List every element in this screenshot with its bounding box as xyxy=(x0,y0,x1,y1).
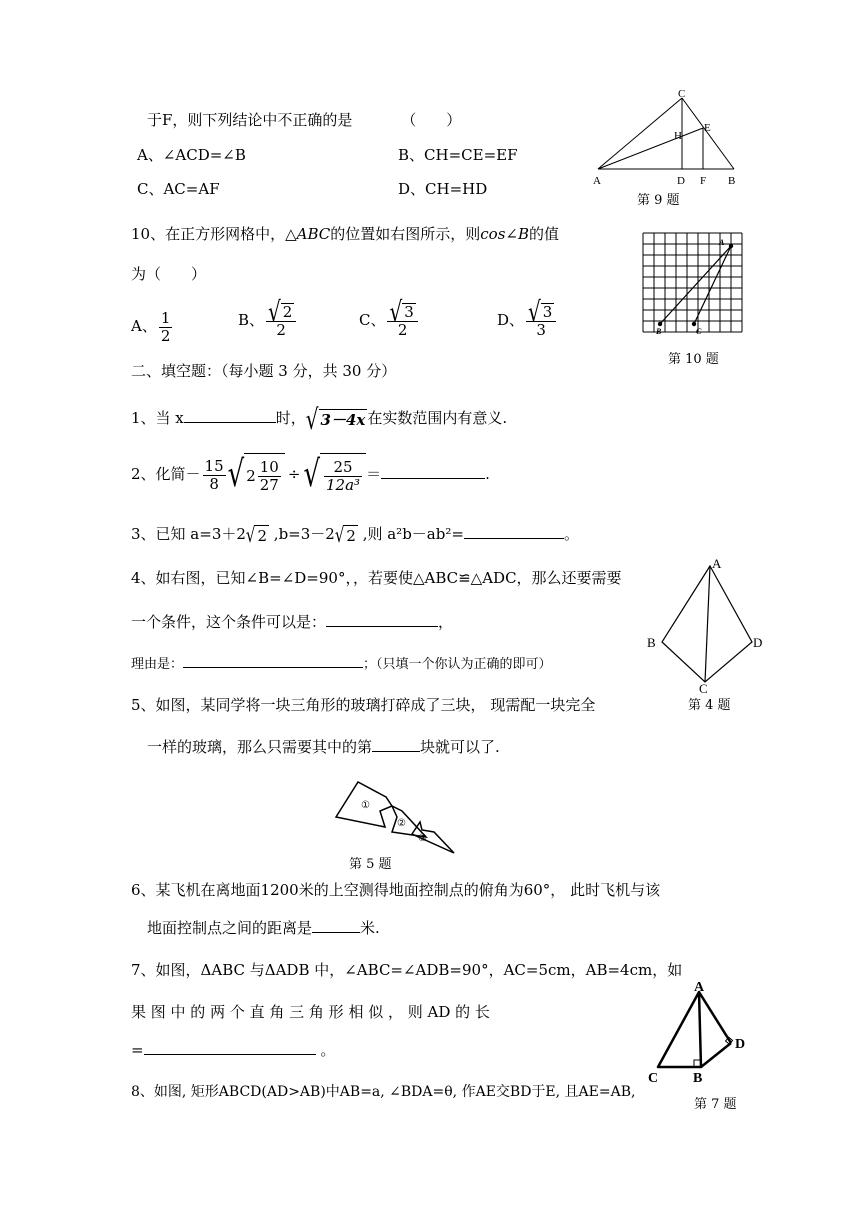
answer-blank[interactable] xyxy=(144,1040,316,1055)
q10-label-a: A xyxy=(719,238,725,247)
answer-blank[interactable] xyxy=(184,408,276,423)
fill-4-line2: 一个条件，这个条件可以是： ， xyxy=(131,613,454,631)
f7-label-d: D xyxy=(735,1037,746,1052)
fill-8-line1: 8、如图, 矩形ABCD(AD>AB)中AB=a, ∠BDA=θ, 作AE交BD于E, 且AE=AB, xyxy=(131,1084,636,1100)
fill-7-line3: = 。 xyxy=(131,1041,336,1059)
fill-7-line2: 果 图 中 的 两 个 直 角 三 角 形 相 似 ， 则 AD 的 长 xyxy=(131,1003,490,1021)
q10-grid-figure xyxy=(638,230,748,338)
f7-caption: 第 7 题 xyxy=(694,1097,737,1112)
f5-piece-1: ① xyxy=(361,800,370,811)
f5-caption: 第 5 题 xyxy=(349,857,392,872)
f5-piece-3: ③ xyxy=(418,833,427,844)
answer-blank[interactable] xyxy=(464,524,564,539)
q9-caption: 第 9 题 xyxy=(637,193,680,208)
q9-option-a: A、∠ACD=∠B xyxy=(137,146,246,164)
f5-piece-2: ② xyxy=(397,818,406,829)
f4-label-b: B xyxy=(647,635,656,650)
fill-3: 3、已知 a=3＋2√ 2 ,b=3－2√ 2 ,则 a²b－ab²= 。 xyxy=(131,522,579,548)
section-title: 二、填空题：（每小题 3 分，共 30 分） xyxy=(131,362,397,380)
f7-figure xyxy=(646,978,756,1088)
q10-caption: 第 10 题 xyxy=(668,352,719,367)
fill-5-line2: 一样的玻璃，那么只需要其中的第 块就可以了. xyxy=(147,738,500,756)
fill-1: 1、当 x 时，√ 3－4x 在实数范围内有意义. xyxy=(131,402,508,437)
q10-label-b: B xyxy=(656,327,662,336)
fill-2: 2、化简－ $\frac{15}{8}$ √ 2 $\frac{10}{27}$ ÷ √ $\frac{25}{\text{12a³}}$ ＝ . xyxy=(131,454,490,497)
answer-blank[interactable] xyxy=(381,464,485,479)
q10-option-a: A、 $\frac{1}{2}$ xyxy=(131,308,171,345)
q10-option-b: B、 $\frac{√ 2}{2}$ xyxy=(238,300,298,340)
f7-label-a: A xyxy=(694,980,705,995)
q10-option-c: C、 $\frac{√ 3}{2}$ xyxy=(359,300,420,340)
answer-blank[interactable] xyxy=(372,737,420,752)
q10-option-d: D、 $\frac{√ 3}{3}$ xyxy=(497,300,558,340)
q9-label-c: C xyxy=(678,88,686,100)
f7-label-b: B xyxy=(693,1071,703,1086)
q9-label-d: D xyxy=(677,175,685,187)
answer-blank[interactable] xyxy=(326,612,438,627)
fill-4-line3: 理由是： ；（只填一个你认为正确的即可） xyxy=(131,653,552,675)
q9-label-b: B xyxy=(728,175,736,187)
q10-label-c: C xyxy=(696,327,702,336)
f4-figure xyxy=(644,556,772,696)
q10-stem-line2: 为（ ） xyxy=(131,265,207,283)
f4-label-c: C xyxy=(699,681,708,696)
f5-glass-figure xyxy=(330,770,460,860)
fill-4-line1: 4、如右图，已知∠B=∠D=90°，，若要使△ABC≌△ADC，那么还要需要 xyxy=(131,569,622,587)
q9-option-d: D、CH=HD xyxy=(398,180,488,198)
fill-5-line1: 5、如图，某同学将一块三角形的玻璃打碎成了三块， 现需配一块完全 xyxy=(131,696,596,714)
f7-label-c: C xyxy=(648,1071,659,1086)
q10-stem: 10、在正方形网格中，△ABC的位置如右图所示，则cos∠B的值 xyxy=(131,225,560,243)
answer-blank[interactable] xyxy=(312,918,360,933)
f4-caption: 第 4 题 xyxy=(688,698,731,713)
q9-label-a: A xyxy=(593,175,601,187)
fill-6-line1: 6、某飞机在离地面1200米的上空测得地面控制点的俯角为60°， 此时飞机与该 xyxy=(131,881,661,899)
q9-option-b: B、CH=CE=EF xyxy=(398,146,518,164)
answer-paren: （ ） xyxy=(401,111,462,129)
f4-label-d: D xyxy=(753,635,763,650)
q9-label-h: H xyxy=(674,130,682,142)
f4-label-a: A xyxy=(712,556,722,571)
q9-stem: 于F，则下列结论中不正确的是 （ ） xyxy=(147,111,462,129)
q9-label-f: F xyxy=(700,175,707,187)
fill-7-line1: 7、如图，ΔABC 与ΔADB 中，∠ABC=∠ADB=90°，AC=5cm，AB=4cm，如 xyxy=(131,961,683,979)
answer-blank[interactable] xyxy=(183,653,363,668)
q9-label-e: E xyxy=(704,122,711,134)
fill-6-line2: 地面控制点之间的距离是 米. xyxy=(147,919,380,937)
q9-figure xyxy=(588,88,748,188)
q9-option-c: C、AC=AF xyxy=(137,180,220,198)
